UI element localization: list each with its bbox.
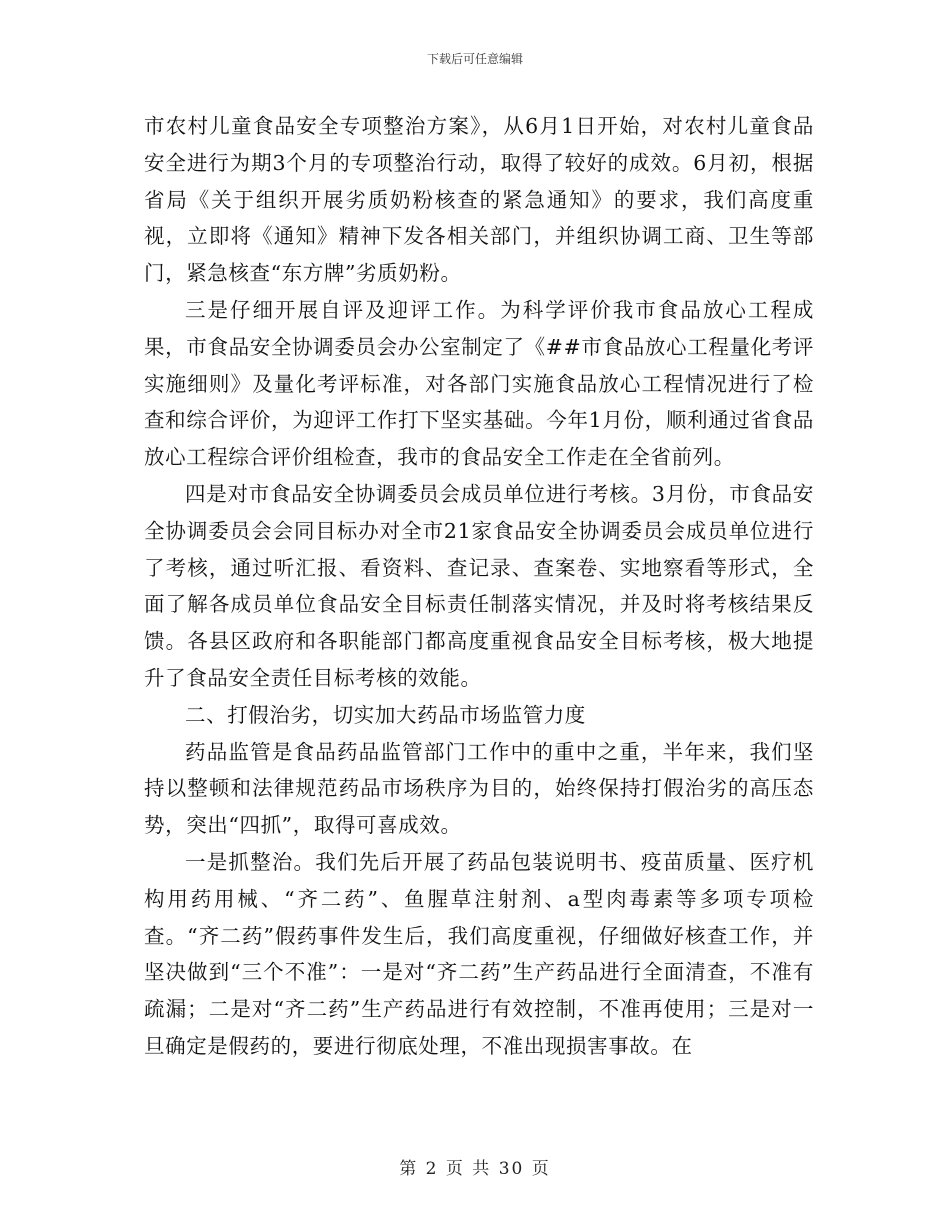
- paragraph-4: 药品监管是食品药品监管部门工作中的重中之重，半年来，我们坚持以整顿和法律规范药品市场秩序为目的，始终保持打假治劣的高压态势，突出“四抓”，取得可喜成效。: [144, 739, 814, 838]
- paragraph-1: 市农村儿童食品安全专项整治方案》，从6月1日开始，对农村儿童食品安全进行为期3个月的专项整治行动，取得了较好的成效。6月初，根据省局《关于组织开展劣质奶粉核查的紧急通知》的要求，我们高度重视，立即将《通知》精神下发各相关部门，并组织协调工商、卫生等部门，紧急核查“东方牌”劣质奶粉。: [144, 114, 814, 286]
- page-header: 下载后可任意编辑: [426, 52, 523, 66]
- document-body: [144, 108, 814, 1065]
- page-footer: 第 2 页 共 30 页: [399, 1159, 551, 1179]
- section-heading: 二、打假治劣，切实加大药品市场监管力度: [185, 702, 586, 727]
- paragraph-3: 四是对市食品安全协调委员会成员单位进行考核。3月份，市食品安全协调委员会会同目标办对全市21家食品安全协调委员会成员单位进行了考核，通过听汇报、看资料、查记录、查案卷、实地察看等形式，全面了解各成员单位食品安全目标责任制落实情况，并及时将考核结果反馈。各县区政府和各职能部门都高度重视食品安全目标考核，极大地提升了食品安全责任目标考核的效能。: [144, 481, 814, 690]
- paragraph-5: 一是抓整治。我们先后开展了药品包装说明书、疫苗质量、医疗机构用药用械、“齐二药”、鱼腥草注射剂、a型肉毒素等多项专项检查。“齐二药”假药事件发生后，我们高度重视，仔细做好核查工作，并坚决做到“三个不准”：一是对“齐二药”生产药品进行全面清查，不准有疏漏；二是对“齐二药”生产药品进行有效控制，不准再使用；三是对一旦确定是假药的，要进行彻底处理，不准出现损害事故。在: [144, 849, 814, 1058]
- paragraph-2: 三是仔细开展自评及迎评工作。为科学评价我市食品放心工程成果，市食品安全协调委员会办公室制定了《##市食品放心工程量化考评实施细则》及量化考评标准，对各部门实施食品放心工程情况进行了检查和综合评价，为迎评工作打下坚实基础。今年1月份，顺利通过省食品放心工程综合评价组检查，我市的食品安全工作走在全省前列。: [144, 297, 814, 470]
